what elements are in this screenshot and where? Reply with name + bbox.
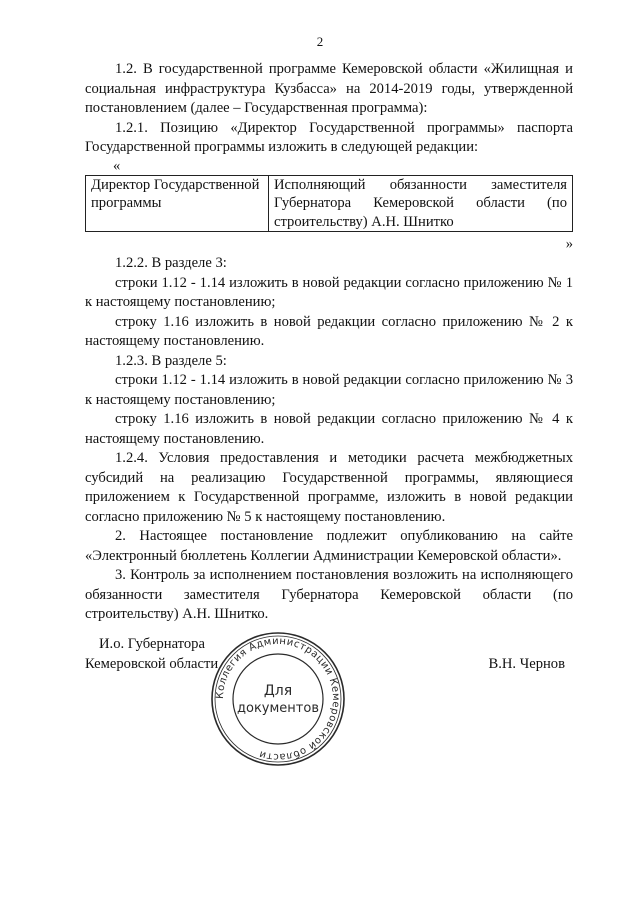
page-number: 2 — [316, 34, 324, 49]
table-row — [86, 175, 573, 232]
paragraph-1-2-4: 1.2.4. Условия предоставления и методики расчета межбюджетных субсидий на реализацию Государственной программы, являющиеся приложением к Государственной программе, изложить в новой редакции согласно приложению № 5 к настоящему постановлению. — [85, 450, 573, 525]
paragraph-rows-1-12-section-5: строки 1.12 - 1.14 изложить в новой редакции согласно приложению № 3 к настоящему постановлению; — [85, 372, 573, 408]
paragraph-1-2-2: 1.2.2. В разделе 3: — [115, 255, 227, 271]
quote-close: » — [565, 236, 573, 252]
official-stamp-icon — [208, 629, 348, 769]
paragraph-2: 2. Настоящее постановление подлежит опубликованию на сайте «Электронный бюллетень Коллегии Администрации Кемеровской области». — [85, 528, 573, 564]
paragraph-1-2: 1.2. В государственной программе Кемеровской области «Жилищная и социальная инфраструктура Кузбасса» на 2014-2019 годы, утвержденной постановлением (далее – Государственная программа): — [85, 61, 573, 116]
stamp-center-line1: Для — [263, 683, 293, 699]
quote-open: « — [113, 157, 121, 174]
paragraph-1-2-1: 1.2.1. Позицию «Директор Государственной программы» паспорта Государственной программы изложить в следующей редакции: — [85, 119, 573, 155]
paragraph-row-1-16-section-3: строку 1.16 изложить в новой редакции согласно приложению № 2 к настоящему постановлению. — [85, 313, 573, 349]
paragraph-1-2-3: 1.2.3. В разделе 5: — [115, 352, 227, 369]
signatory-title-line2: Кемеровской области — [85, 656, 219, 672]
paragraph-row-1-16-section-5: строку 1.16 изложить в новой редакции согласно приложению № 4 к настоящему постановлению. — [85, 411, 573, 447]
stamp-ring-text: Коллегия Администрации Кемеровской области — [214, 635, 342, 763]
director-value-cell: Исполняющий обязанности заместителя Губернатора Кемеровской области (по строительству) А.Н. Шнитко — [269, 175, 573, 232]
director-label-cell: Директор Государственной программы — [86, 175, 269, 232]
stamp-center-line2: документов — [237, 701, 319, 716]
signatory-title-line1: И.о. Губернатора — [99, 636, 205, 652]
signatory-name: В.Н. Чернов — [488, 656, 565, 672]
paragraph-rows-1-12-section-3: строки 1.12 - 1.14 изложить в новой редакции согласно приложению № 1 к настоящему постановлению; — [85, 274, 573, 310]
document-body — [85, 60, 573, 625]
director-table — [85, 175, 573, 233]
paragraph-3: 3. Контроль за исполнением постановления возложить на исполняющего обязанности заместителя Губернатора Кемеровской области (по строительству) А.Н. Шнитко. — [85, 567, 573, 622]
